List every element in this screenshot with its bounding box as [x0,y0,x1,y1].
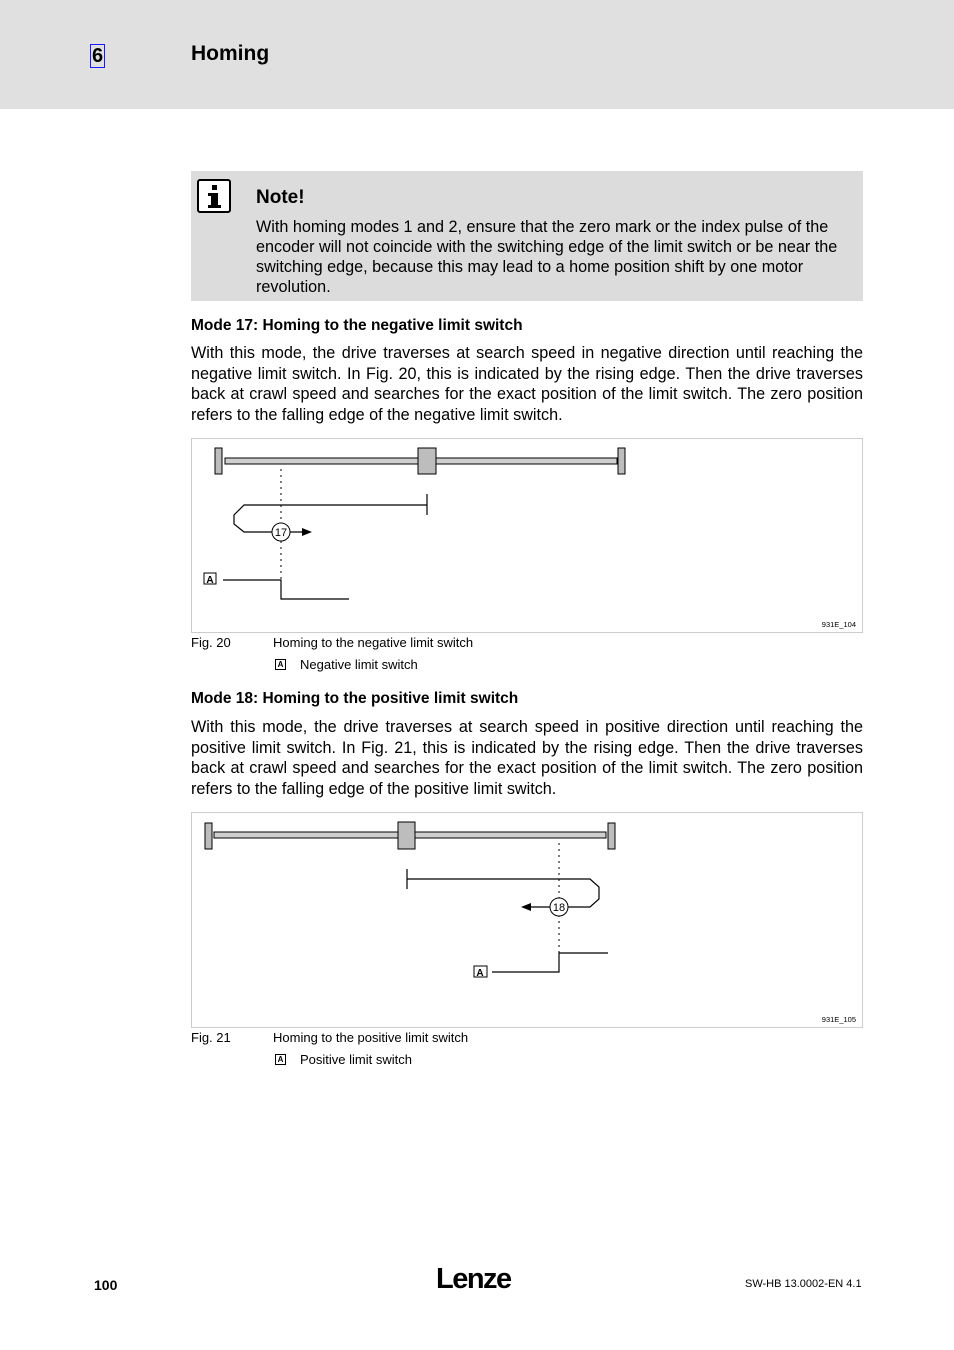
legend-key: A [275,659,286,670]
limit-switch-signal [223,580,349,599]
figure-20 [191,438,863,633]
figure-caption-text: Homing to the positive limit switch [273,1030,469,1045]
limit-switch-signal [492,953,608,972]
mode-badge: 17 [274,527,288,539]
info-icon [197,179,231,213]
carriage-block [418,448,436,474]
signal-key: A [206,575,214,586]
figure-code: 931E_105 [821,1015,856,1024]
note-box [191,171,863,301]
chapter-title: Homing [191,42,270,65]
lenze-logo: Lenze [436,1263,511,1295]
negative-limit-switch-block [215,448,222,474]
figure-caption-number: Fig. 21 [191,1030,231,1045]
note-title: Note! [256,187,305,208]
legend-text: Positive limit switch [300,1052,412,1067]
page-number: 100 [94,1277,118,1293]
arrow-left-icon [521,903,531,911]
figure-21 [191,812,863,1028]
travel-path [234,505,427,532]
diagram-negative-limit-switch [192,439,864,634]
mode-badge: 18 [552,902,566,914]
note-text: With homing modes 1 and 2, ensure that the zero mark or the index pulse of the encoder will not coincide with the switching edge of the limit switch or be near the switching edge, because this may lead to a home position shift by one motor revolution. [256,218,838,296]
carriage-block [398,822,415,849]
chapter-number[interactable]: 6 [91,45,104,67]
diagram-positive-limit-switch [192,813,864,1029]
positive-limit-switch-block [608,823,615,849]
document-id: SW-HB 13.0002-EN 4.1 [745,1278,862,1290]
legend-text: Negative limit switch [300,657,418,672]
arrow-right-icon [302,528,312,536]
negative-limit-switch-block [205,823,212,849]
figure-caption-number: Fig. 20 [191,635,231,650]
positive-limit-switch-block [618,448,625,474]
section-paragraph-mode-17: With this mode, the drive traverses at search speed in negative direction until reaching the negative limit switch. In Fig. 20, this is indicated by the rising edge. Then the drive traverses back at crawl speed and searches for the exact position of the limit switch. The zero position refers to the falling edge of the negative limit switch. [191,344,863,425]
figure-caption-text: Homing to the negative limit switch [273,635,474,650]
section-heading-mode-17: Mode 17: Homing to the negative limit switch [191,317,523,334]
page-header [0,0,954,109]
section-heading-mode-18: Mode 18: Homing to the positive limit switch [191,690,519,707]
travel-path [407,879,599,907]
section-paragraph-mode-18: With this mode, the drive traverses at search speed in positive direction until reaching the positive limit switch. In Fig. 21, this is indicated by the rising edge. Then the drive traverses back at crawl speed and searches for the exact position of the limit switch. The zero position refers to the falling edge of the positive limit switch. [191,718,863,799]
figure-code: 931E_104 [821,620,856,629]
legend-key: A [275,1054,286,1065]
signal-key: A [476,968,484,979]
